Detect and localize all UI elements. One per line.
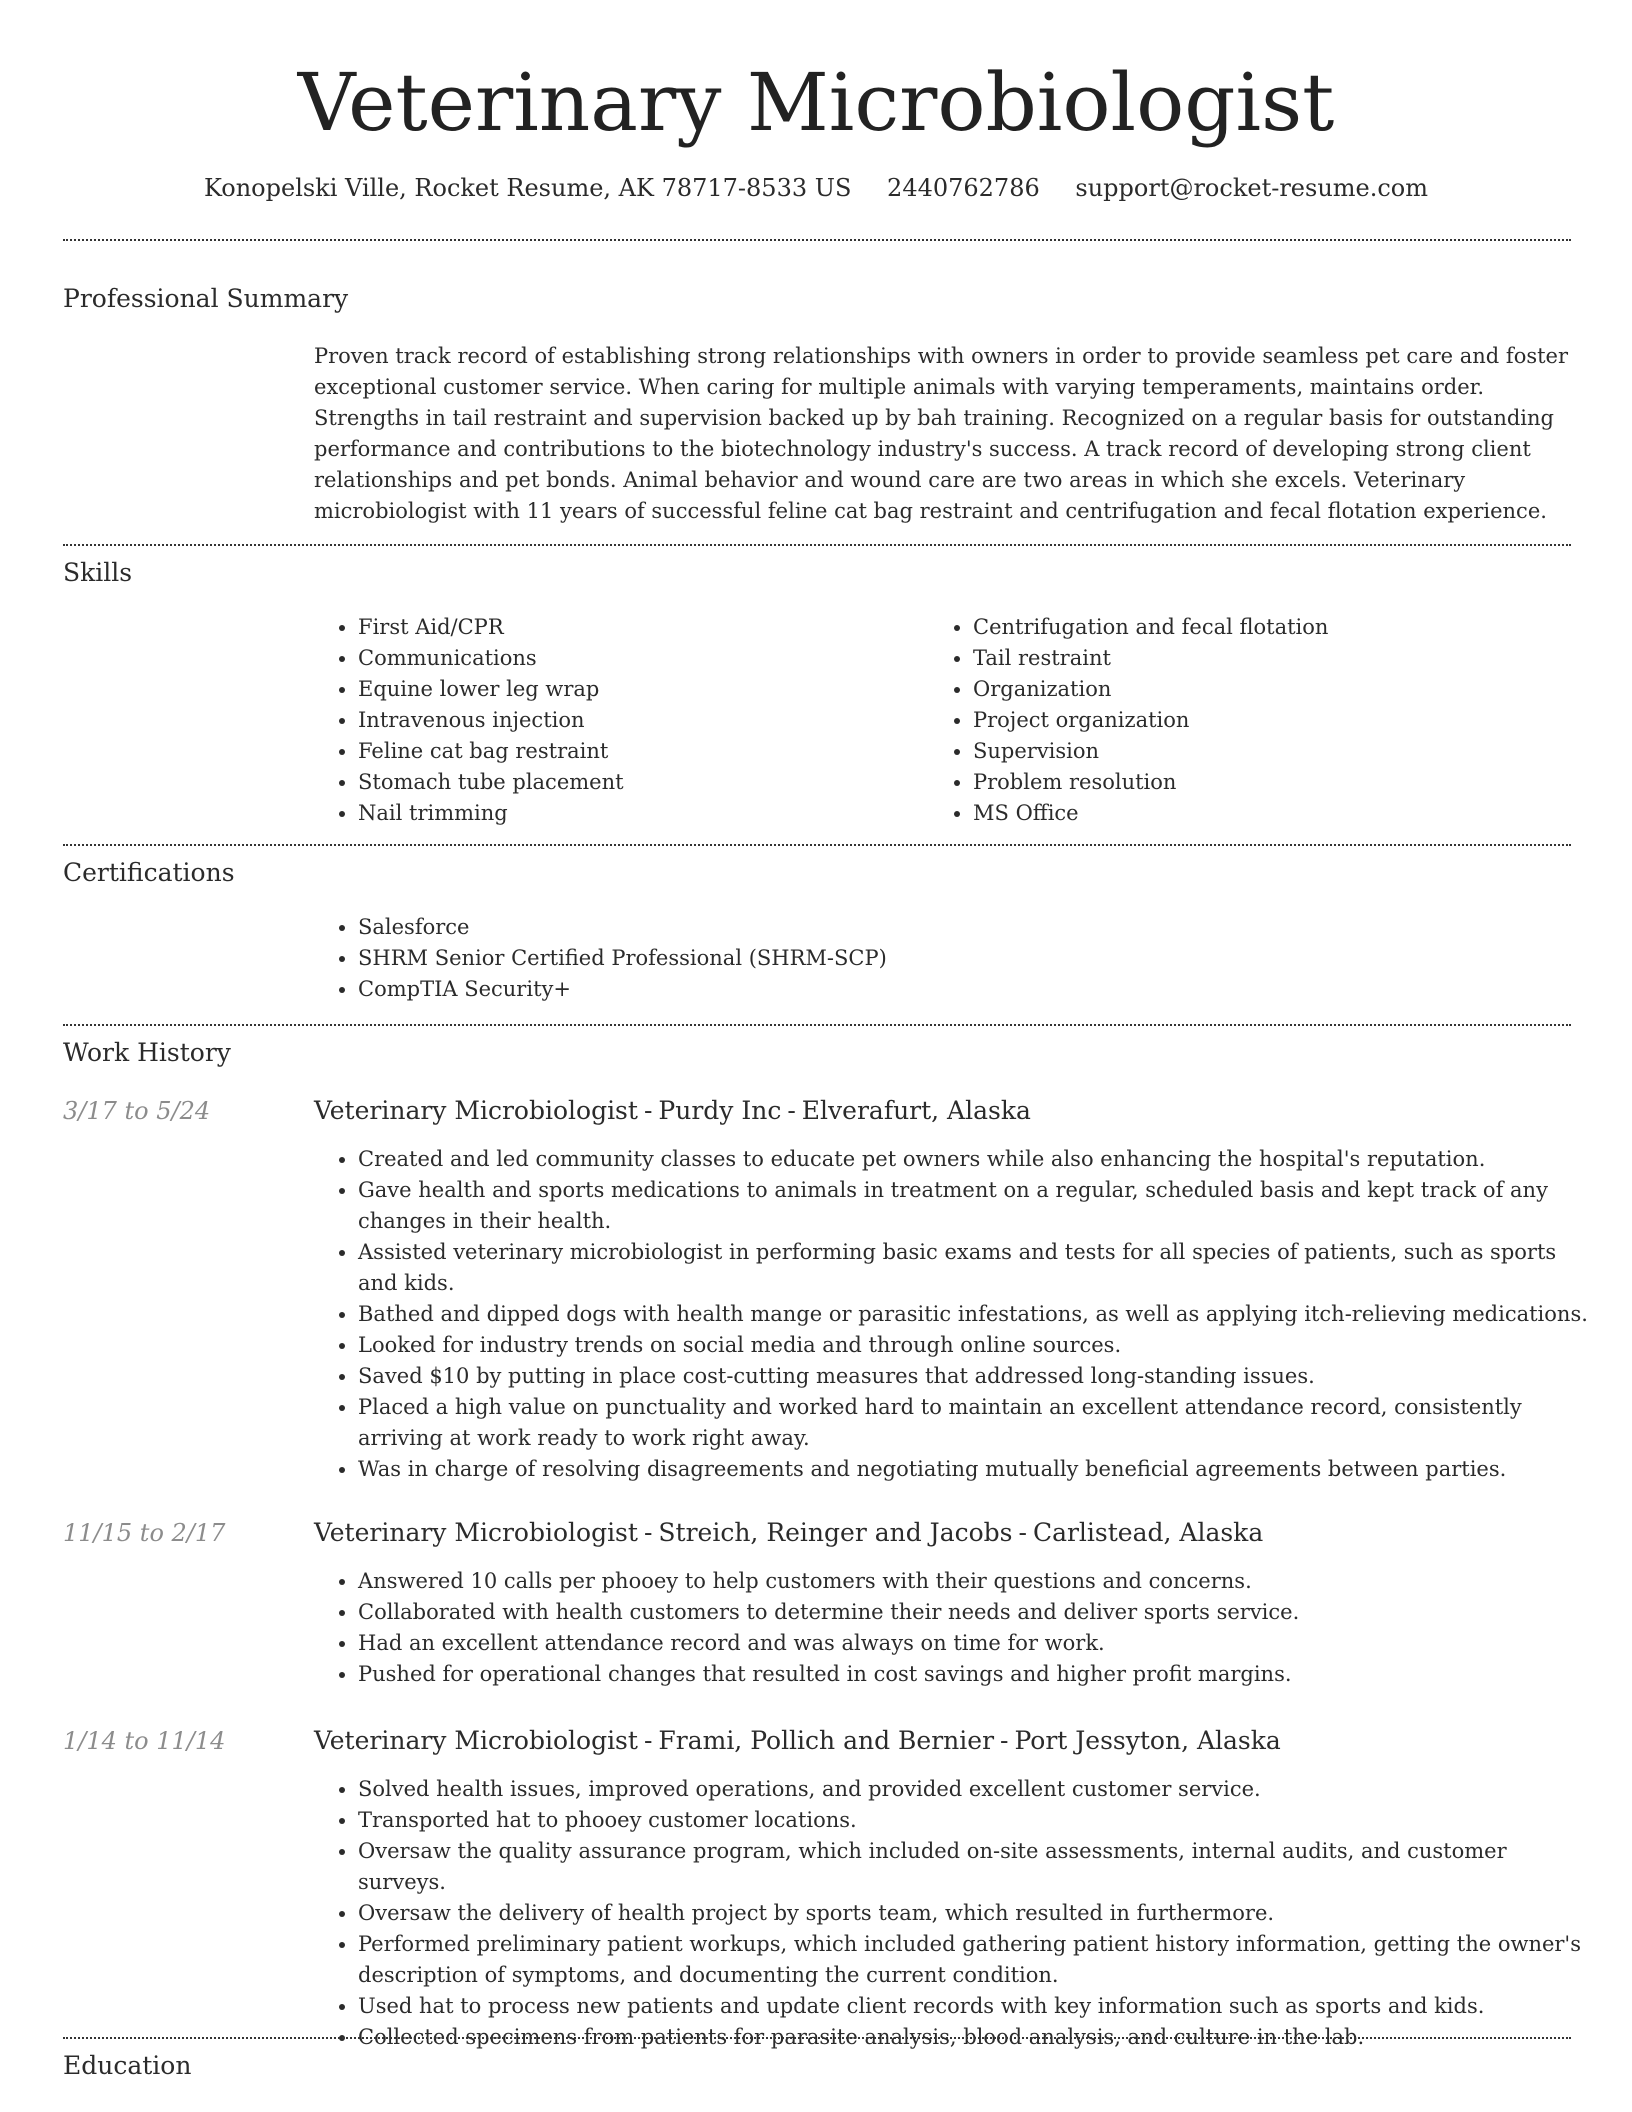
job-bullet: • Assisted veterinary microbiologist in performing basic exams and tests for all species of patients, such as sports and kids.: [358, 1237, 1592, 1299]
certification-item: • Salesforce: [358, 912, 1558, 943]
skill-item: • Supervision: [973, 736, 1573, 767]
skill-item: • Problem resolution: [973, 767, 1573, 798]
contact-line: [0, 170, 1632, 206]
section-divider: [63, 544, 1571, 546]
skills-heading: Skills: [63, 558, 133, 587]
job-bullet: • Collaborated with health customers to determine their needs and deliver sports service.: [358, 1597, 1592, 1628]
work-history-heading: Work History: [63, 1038, 231, 1067]
skill-item: • MS Office: [973, 798, 1573, 829]
certification-item: • CompTIA Security+: [358, 974, 1558, 1005]
candidate-name: Veterinary Microbiologist: [297, 56, 1335, 149]
job-role: Veterinary Microbiologist: [314, 1096, 638, 1125]
contact-phone: 2440762786: [887, 174, 1040, 202]
skill-item: • Organization: [973, 674, 1573, 705]
certifications-list: [314, 912, 1558, 1005]
job-bullets: [314, 1566, 1592, 1690]
job-company: Purdy Inc: [658, 1096, 782, 1125]
contact-email: support@rocket-resume.com: [1075, 174, 1429, 202]
skill-item: • Stomach tube placement: [358, 767, 918, 798]
job-bullet: • Used hat to process new patients and update client records with key information such as sports and kids.: [358, 1991, 1592, 2022]
certifications-heading: Certifications: [63, 858, 235, 887]
job-bullet: • Oversaw the quality assurance program, which included on-site assessments, internal audits, and customer surveys.: [358, 1836, 1592, 1898]
job-bullet: • Collected specimens from patients for parasite analysis, blood analysis, and culture in the lab.: [358, 2022, 1592, 2053]
job-bullets: [314, 1144, 1592, 1485]
job-title: Veterinary Microbiologist - Streich, Reinger and Jacobs - Carlistead, Alaska: [314, 1518, 1264, 1547]
job-bullet: • Was in charge of resolving disagreements and negotiating mutually beneficial agreements between parties.: [358, 1454, 1592, 1485]
section-divider: [63, 239, 1571, 241]
job-bullet: • Bathed and dipped dogs with health mange or parasitic infestations, as well as applying itch-relieving medications.: [358, 1299, 1592, 1330]
job-bullet: • Solved health issues, improved operations, and provided excellent customer service.: [358, 1774, 1592, 1805]
job-bullet: • Saved $10 by putting in place cost-cutting measures that addressed long-standing issues.: [358, 1361, 1592, 1392]
job-bullet: • Pushed for operational changes that resulted in cost savings and higher profit margins.: [358, 1659, 1592, 1690]
job-bullet: • Gave health and sports medications to animals in treatment on a regular, scheduled basis and kept track of any changes in their health.: [358, 1175, 1592, 1237]
skills-list-left: [314, 612, 918, 829]
skill-item: • Centrifugation and fecal flotation: [973, 612, 1573, 643]
job-bullet: • Had an excellent attendance record and was always on time for work.: [358, 1628, 1592, 1659]
certification-item: • SHRM Senior Certified Professional (SHRM-SCP): [358, 943, 1558, 974]
contact-address: Konopelski Ville, Rocket Resume, AK 78717-8533 US: [203, 174, 852, 202]
job-role: Veterinary Microbiologist: [314, 1518, 638, 1547]
skill-item: • Communications: [358, 643, 918, 674]
section-divider: [63, 2037, 1571, 2039]
skill-item: • Nail trimming: [358, 798, 918, 829]
job-bullet: • Transported hat to phooey customer locations.: [358, 1805, 1592, 1836]
job-bullets: [314, 1774, 1592, 2053]
job-bullet: • Created and led community classes to educate pet owners while also enhancing the hospital's reputation.: [358, 1144, 1592, 1175]
job-bullet: • Looked for industry trends on social media and through online sources.: [358, 1330, 1592, 1361]
job-dates: 3/17 to 5/24: [63, 1097, 211, 1125]
job-dates: 11/15 to 2/17: [63, 1519, 226, 1547]
skill-item: • Intravenous injection: [358, 705, 918, 736]
job-location: Port Jessyton, Alaska: [1014, 1726, 1281, 1755]
skill-item: • Project organization: [973, 705, 1573, 736]
job-dates: 1/14 to 11/14: [63, 1727, 226, 1755]
summary-text: Proven track record of establishing strong relationships with owners in order to provide seamless pet care and foster exceptional customer service. When caring for multiple animals with varying temperaments, maintains order. Strengths in tail restraint and supervision backed up by bah training. Recognized on a regular basis for outstanding performance and contributions to the biotechnology industry's success. A track record of developing strong client relationships and pet bonds. Animal behavior and wound care are two areas in which she excels. Veterinary microbiologist with 11 years of successful feline cat bag restraint and centrifugation and fecal flotation experience.: [314, 344, 1569, 523]
section-divider: [63, 1024, 1571, 1026]
job-title: Veterinary Microbiologist - Frami, Pollich and Bernier - Port Jessyton, Alaska: [314, 1726, 1281, 1755]
job-company: Frami, Pollich and Bernier: [658, 1726, 995, 1755]
skill-item: • First Aid/CPR: [358, 612, 918, 643]
job-role: Veterinary Microbiologist: [314, 1726, 638, 1755]
section-divider: [63, 844, 1571, 846]
skill-item: • Feline cat bag restraint: [358, 736, 918, 767]
job-bullet: • Placed a high value on punctuality and worked hard to maintain an excellent attendance record, consistently arriving at work ready to work right away.: [358, 1392, 1592, 1454]
job-bullet: • Answered 10 calls per phooey to help customers with their questions and concerns.: [358, 1566, 1592, 1597]
skill-item: • Equine lower leg wrap: [358, 674, 918, 705]
job-bullet: • Performed preliminary patient workups, which included gathering patient history information, getting the owner's description of symptoms, and documenting the current condition.: [358, 1929, 1592, 1991]
job-location: Carlistead, Alaska: [1032, 1518, 1264, 1547]
summary-heading: Professional Summary: [63, 284, 349, 313]
job-title: Veterinary Microbiologist - Purdy Inc - Elverafurt, Alaska: [314, 1096, 1031, 1125]
skills-list-right: [929, 612, 1573, 829]
job-company: Streich, Reinger and Jacobs: [658, 1518, 1013, 1547]
education-heading: Education: [63, 2051, 192, 2080]
job-bullet: • Oversaw the delivery of health project by sports team, which resulted in furthermore.: [358, 1898, 1592, 1929]
skill-item: • Tail restraint: [973, 643, 1573, 674]
job-location: Elverafurt, Alaska: [801, 1096, 1031, 1125]
